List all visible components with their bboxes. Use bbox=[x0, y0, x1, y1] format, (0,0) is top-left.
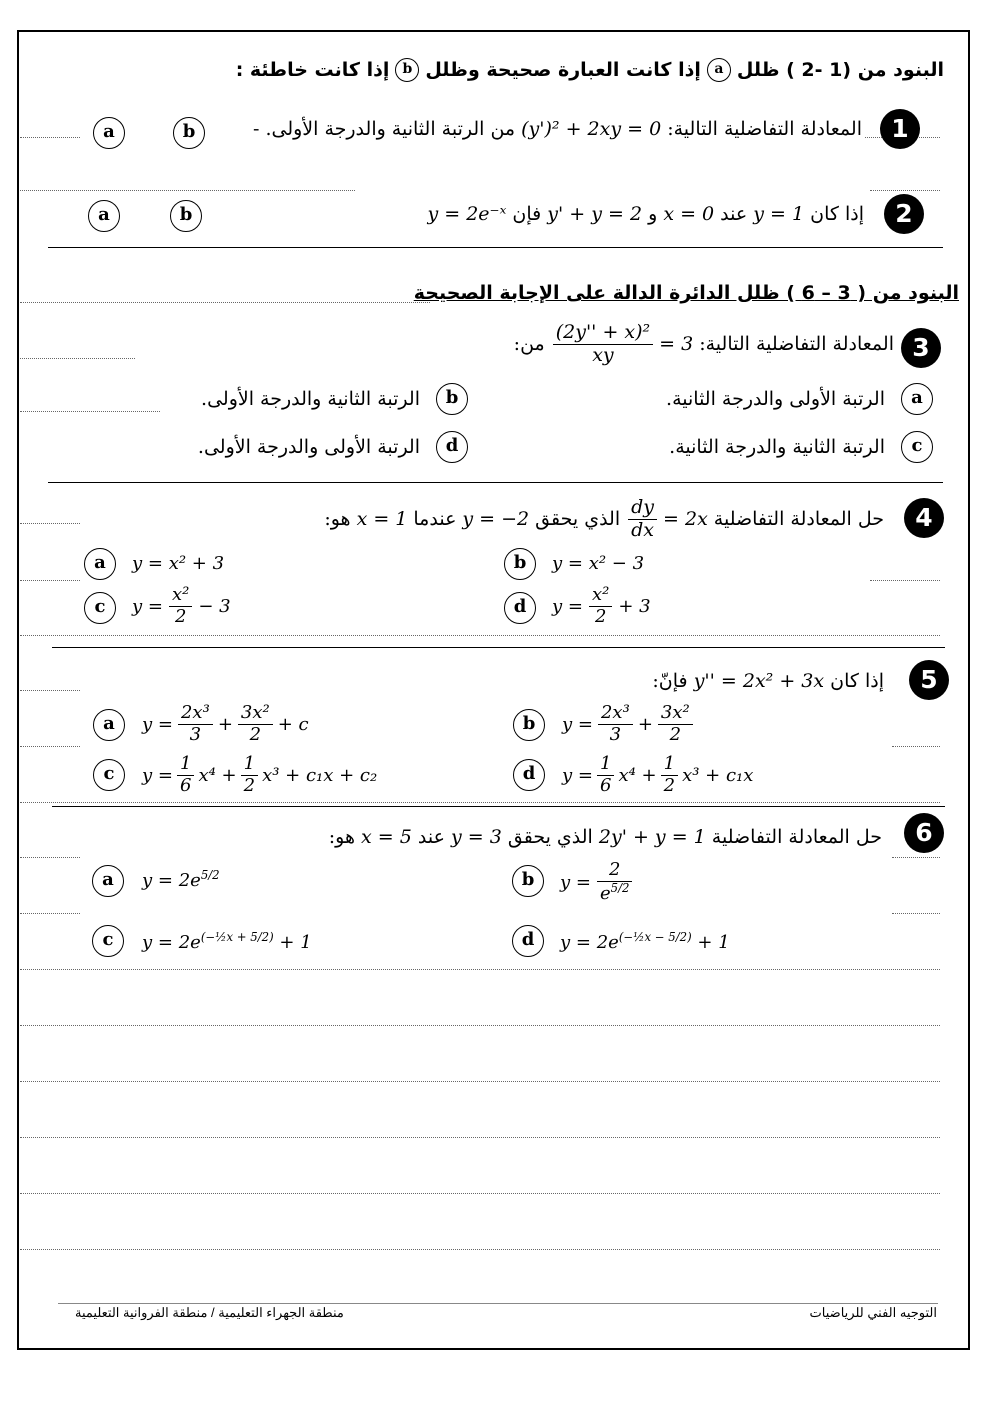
q1-dash: - bbox=[252, 118, 260, 140]
q5b-n1: 2x³ bbox=[598, 703, 633, 725]
q5-text-then: فإنّ: bbox=[652, 670, 688, 692]
answer-line bbox=[20, 302, 430, 303]
blank-line bbox=[20, 1249, 940, 1250]
q2-option-a[interactable]: a bbox=[88, 200, 120, 232]
q6-text-before: حل المعادلة التفاضلية bbox=[711, 826, 882, 848]
q5-text-if: إذا كان bbox=[830, 670, 884, 692]
q6b-num: 2 bbox=[597, 860, 632, 882]
q6-equation: 2y' + y = 1 bbox=[598, 826, 706, 848]
answer-line bbox=[20, 635, 940, 636]
q4-text-when: عندما bbox=[413, 508, 457, 531]
section1-header-a: البنود من (1 -2 ) ظلل bbox=[736, 59, 944, 81]
q6-option-b[interactable]: b bbox=[512, 865, 544, 897]
q5a-d2: 2 bbox=[249, 723, 262, 745]
q2-text-then: فإن bbox=[512, 203, 542, 225]
answer-line bbox=[20, 913, 80, 914]
q3-text-after: من: bbox=[513, 333, 545, 356]
section1-header-c: إذا كانت خاطئة : bbox=[235, 59, 390, 81]
q3-option-b-text: الرتبة الثانية والدرجة الأولى. bbox=[201, 388, 420, 410]
section1-header bbox=[236, 58, 944, 82]
section-divider bbox=[48, 247, 943, 248]
q5c-t1: x⁴ + bbox=[198, 764, 237, 786]
q4d-prefix: y = bbox=[552, 595, 583, 617]
q4c-prefix: y = bbox=[132, 595, 163, 617]
q4-cond2: x = 1 bbox=[356, 508, 408, 531]
answer-line bbox=[20, 358, 135, 359]
q6b-den: e bbox=[599, 882, 611, 904]
answer-line bbox=[20, 523, 80, 524]
question-3-number: 3 bbox=[901, 328, 941, 368]
q4-frac-num: dy bbox=[628, 497, 657, 520]
q4d-num: x² bbox=[589, 585, 612, 607]
q3-option-a-text: الرتبة الأولى والدرجة الثانية. bbox=[666, 388, 885, 410]
q6-option-a-text bbox=[142, 868, 220, 891]
q6-option-d[interactable]: d bbox=[512, 925, 544, 957]
q4-option-d-text bbox=[552, 585, 651, 627]
q4-option-a[interactable]: a bbox=[84, 548, 116, 580]
q4-option-b-text: y = x² − 3 bbox=[552, 553, 645, 574]
q6-text-is: هو: bbox=[328, 826, 355, 848]
q5-option-a[interactable]: a bbox=[93, 709, 125, 741]
q5c-prefix: y = bbox=[142, 764, 173, 786]
answer-line bbox=[20, 746, 80, 747]
q4-option-c-text bbox=[132, 585, 231, 627]
answer-line bbox=[20, 190, 355, 191]
q5d-t2: x³ + c₁x bbox=[682, 764, 754, 786]
q6d-exp: (−½x − 5/2) bbox=[618, 930, 692, 944]
q5-option-d[interactable]: d bbox=[513, 759, 545, 791]
q4d-suffix: + 3 bbox=[618, 595, 651, 617]
q3-numerator: (2y'' + x)² bbox=[553, 322, 653, 345]
question-2-text bbox=[427, 203, 864, 225]
q4-option-d[interactable]: d bbox=[504, 592, 536, 624]
header-circle-b: b bbox=[395, 58, 419, 82]
q6-text-at: عند bbox=[417, 826, 445, 848]
section-divider bbox=[48, 482, 943, 483]
q4-frac-den: dx bbox=[631, 518, 655, 541]
q3-option-b[interactable]: b bbox=[436, 383, 468, 415]
q6-option-c-text bbox=[142, 930, 312, 953]
q2-eq1: y = 1 bbox=[753, 203, 805, 225]
answer-line bbox=[892, 857, 940, 858]
q5b-prefix: y = bbox=[562, 713, 593, 735]
q6-option-c[interactable]: c bbox=[92, 925, 124, 957]
q3-option-c-text: الرتبة الثانية والدرجة الثانية. bbox=[669, 436, 885, 458]
q2-eq2: x = 0 bbox=[663, 203, 715, 225]
q2-eq4: y = 2e⁻ˣ bbox=[427, 203, 507, 225]
q5-option-b-text bbox=[562, 703, 695, 745]
footer-line bbox=[58, 1303, 938, 1304]
q1-text-after: من الرتبة الثانية والدرجة الأولى. bbox=[265, 118, 516, 140]
q6-option-a[interactable]: a bbox=[92, 865, 124, 897]
q6-option-b-text bbox=[560, 860, 634, 904]
q5a-prefix: y = bbox=[142, 713, 173, 735]
blank-line bbox=[20, 1137, 940, 1138]
q4-option-c[interactable]: c bbox=[84, 592, 116, 624]
q6-option-d-text bbox=[560, 930, 730, 953]
section1-header-b: إذا كانت العبارة صحيحة وظلل bbox=[425, 59, 701, 81]
q3-option-a[interactable]: a bbox=[901, 383, 933, 415]
q5c-n1: 1 bbox=[177, 754, 194, 776]
footer-left: منطقة الجهراء التعليمية / منطقة الفروانية التعليمية bbox=[75, 1305, 344, 1320]
q5-equation: y'' = 2x² + 3x bbox=[693, 670, 825, 692]
blank-line bbox=[20, 969, 940, 970]
q6-cond2: x = 5 bbox=[361, 826, 412, 848]
q1-text-before: المعادلة التفاضلية التالية: bbox=[667, 118, 862, 140]
q5d-prefix: y = bbox=[562, 764, 593, 786]
q5d-t1: x⁴ + bbox=[618, 764, 657, 786]
q5b-n2: 3x² bbox=[658, 703, 693, 725]
q4-text-before: حل المعادلة التفاضلية bbox=[713, 508, 884, 531]
question-2-number: 2 bbox=[884, 194, 924, 234]
question-6-number: 6 bbox=[904, 813, 944, 853]
footer-right: التوجيه الفني للرياضيات bbox=[809, 1305, 937, 1320]
q6-cond: y = 3 bbox=[450, 826, 502, 848]
q2-text-at: عند bbox=[720, 203, 748, 225]
answer-line bbox=[20, 690, 80, 691]
q4c-num: x² bbox=[169, 585, 192, 607]
answer-line bbox=[20, 802, 940, 803]
q6c-exp: (−½x + 5/2) bbox=[200, 930, 274, 944]
q5b-d2: 2 bbox=[669, 723, 682, 745]
q6c-suffix: + 1 bbox=[279, 932, 312, 953]
q2-text-if: إذا كان bbox=[810, 203, 864, 225]
q3-text-before: المعادلة التفاضلية التالية: bbox=[699, 333, 894, 356]
blank-line bbox=[20, 1025, 940, 1026]
q1-option-b[interactable]: b bbox=[173, 117, 205, 149]
section-divider bbox=[52, 806, 945, 807]
q6-text-mid: الذي يحقق bbox=[507, 826, 593, 848]
q5d-d2: 2 bbox=[663, 774, 676, 796]
q3-denominator: xy bbox=[592, 343, 614, 366]
question-3-text bbox=[514, 322, 894, 367]
blank-line bbox=[20, 1081, 940, 1082]
q5b-op: + bbox=[637, 713, 653, 735]
question-1-text bbox=[253, 118, 862, 140]
q3-option-d[interactable]: d bbox=[436, 431, 468, 463]
answer-line bbox=[870, 190, 940, 191]
q5c-d2: 2 bbox=[243, 774, 256, 796]
q4c-den: 2 bbox=[174, 605, 187, 627]
q5a-n1: 2x³ bbox=[178, 703, 213, 725]
q5-option-d-text bbox=[562, 754, 753, 796]
q1-option-a[interactable]: a bbox=[93, 117, 125, 149]
q4-text-mid: الذي يحقق bbox=[535, 508, 621, 531]
q5c-d1: 6 bbox=[179, 774, 192, 796]
q6b-den-exp: 5/2 bbox=[610, 880, 630, 895]
answer-line bbox=[892, 913, 940, 914]
question-5-text bbox=[652, 670, 884, 692]
answer-line bbox=[20, 411, 160, 412]
q6c-text: y = 2e bbox=[142, 932, 201, 953]
q5b-d1: 3 bbox=[609, 723, 622, 745]
q2-option-b[interactable]: b bbox=[170, 200, 202, 232]
q5d-n2: 1 bbox=[661, 754, 678, 776]
q4-rhs: = 2x bbox=[663, 508, 708, 531]
q6a-exp: 5/2 bbox=[200, 868, 220, 882]
q5d-d1: 6 bbox=[599, 774, 612, 796]
question-5-number: 5 bbox=[909, 660, 949, 700]
q5a-suffix: + c bbox=[277, 713, 309, 735]
answer-line bbox=[892, 746, 940, 747]
answer-line bbox=[20, 580, 80, 581]
q5-option-c[interactable]: c bbox=[93, 759, 125, 791]
blank-line bbox=[20, 1193, 940, 1194]
q5-option-c-text bbox=[142, 754, 377, 796]
section-divider bbox=[52, 647, 945, 648]
q2-text-and: و bbox=[648, 203, 658, 225]
q6d-text: y = 2e bbox=[560, 932, 619, 953]
q5a-n2: 3x² bbox=[238, 703, 273, 725]
question-6-text bbox=[329, 826, 882, 848]
q6a-text: y = 2e bbox=[142, 870, 201, 891]
q5-option-b[interactable]: b bbox=[513, 709, 545, 741]
q4c-suffix: − 3 bbox=[198, 595, 231, 617]
q5c-n2: 1 bbox=[241, 754, 258, 776]
answer-line bbox=[20, 137, 80, 138]
q5a-op: + bbox=[217, 713, 233, 735]
answer-line bbox=[870, 580, 940, 581]
section2-header: البنود من ( 3 – 6 ) ظلل الدائرة الدالة على الإجابة الصحيحة bbox=[413, 282, 959, 304]
q4-cond: y = −2 bbox=[462, 508, 530, 531]
q3-option-d-text: الرتبة الأولى والدرجة الأولى. bbox=[197, 436, 420, 458]
q4-text-is: هو: bbox=[324, 508, 351, 531]
question-1-number: 1 bbox=[880, 109, 920, 149]
q3-option-c[interactable]: c bbox=[901, 431, 933, 463]
q4d-den: 2 bbox=[594, 605, 607, 627]
q5a-d1: 3 bbox=[189, 723, 202, 745]
q3-rhs: = 3 bbox=[659, 333, 694, 356]
q4-option-b[interactable]: b bbox=[504, 548, 536, 580]
header-circle-a: a bbox=[707, 58, 731, 82]
question-4-text bbox=[324, 497, 884, 542]
q6b-prefix: y = bbox=[560, 871, 591, 893]
q5c-t2: x³ + c₁x + c₂ bbox=[262, 764, 378, 786]
q5d-n1: 1 bbox=[597, 754, 614, 776]
q5-option-a-text bbox=[142, 703, 309, 745]
q6d-suffix: + 1 bbox=[697, 932, 730, 953]
q1-equation: (y')² + 2xy = 0 bbox=[521, 118, 662, 140]
q2-eq3: y' + y = 2 bbox=[547, 203, 643, 225]
question-4-number: 4 bbox=[904, 498, 944, 538]
answer-line bbox=[20, 857, 80, 858]
q4-option-a-text: y = x² + 3 bbox=[132, 553, 225, 574]
